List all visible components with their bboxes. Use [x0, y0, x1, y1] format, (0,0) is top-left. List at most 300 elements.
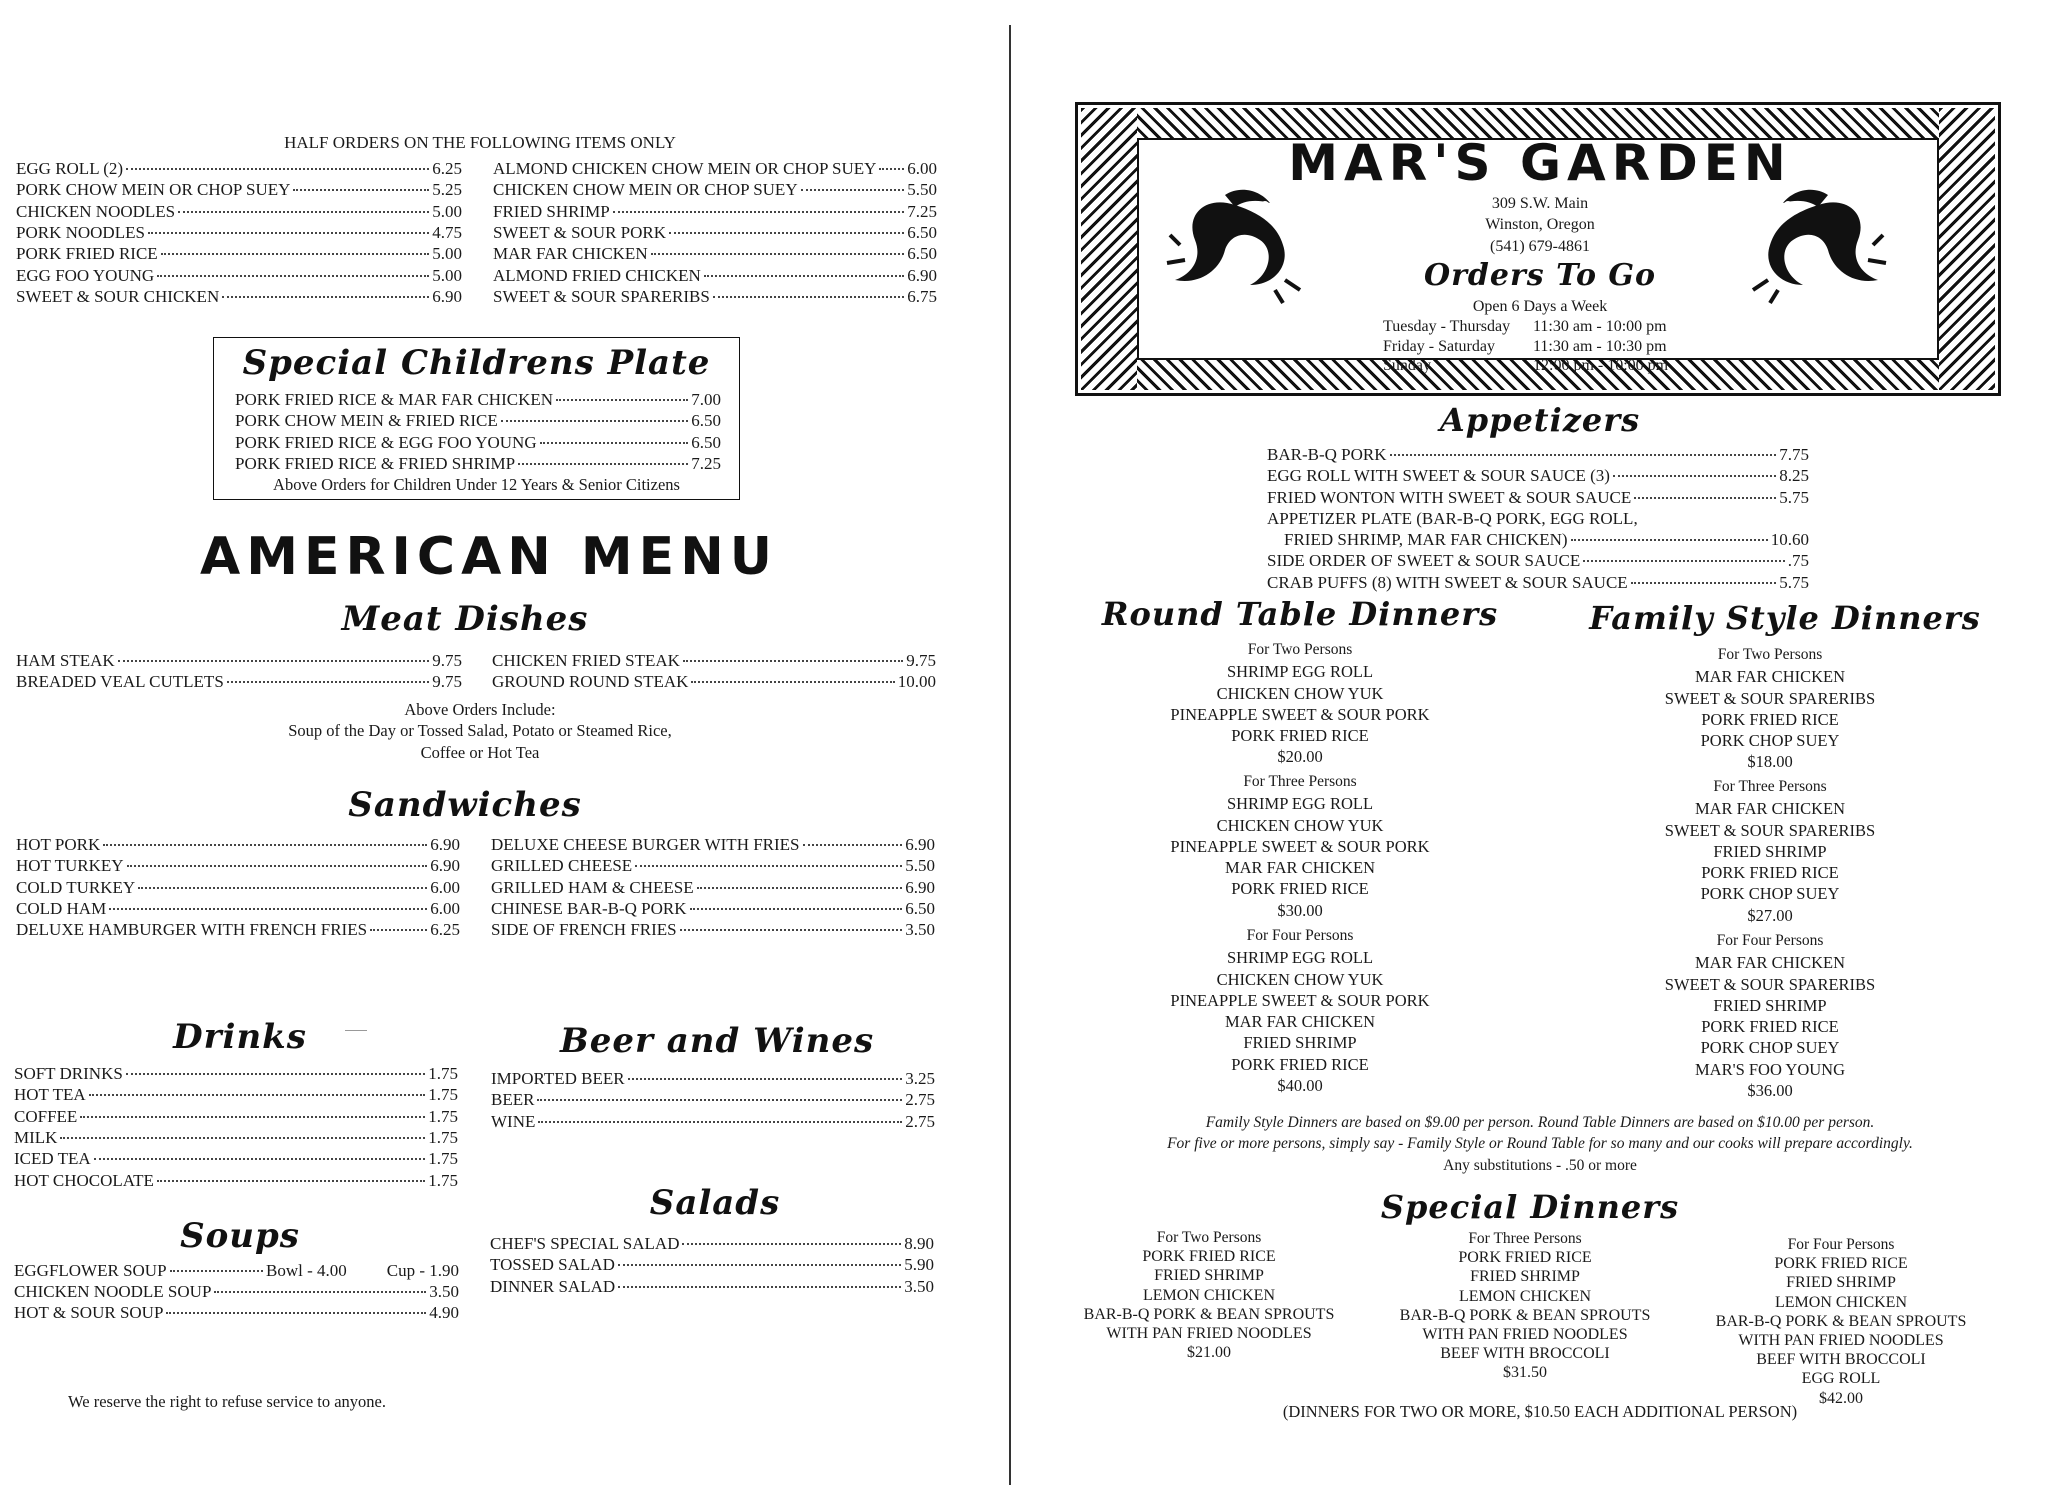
soups-title: Soups [180, 1216, 300, 1256]
hours-days: Tuesday - Thursday [1383, 318, 1511, 335]
item-name: DELUXE HAMBURGER WITH FRENCH FRIES [16, 920, 368, 940]
half-order-row [16, 222, 462, 243]
dinner-note-1: Family Style Dinners are based on $9.00 per person. Round Table Dinners are based on $10.00 per person. [1205, 1114, 1875, 1131]
special-dinner-item: BAR-B-Q PORK & BEAN SPROUTS [1715, 1312, 1967, 1330]
dinner-group-price: $27.00 [1747, 905, 1793, 925]
special-dinner-item: FRIED SHRIMP [1786, 1274, 1896, 1292]
item-price: 7.25 [907, 201, 937, 221]
appetizer-row-plate-line1 [1267, 508, 1809, 529]
dinner-group-price: $20.00 [1277, 747, 1323, 767]
address-block [1390, 195, 1690, 259]
item-price: 6.75 [907, 286, 937, 306]
appetizer-name: FRIED SHRIMP, MAR FAR CHICKEN) [1284, 530, 1568, 550]
sandwich-row [16, 877, 460, 898]
family-style-title: Family Style Dinners [1589, 599, 1981, 637]
item-name: PORK FRIED RICE & EGG FOO YOUNG [235, 432, 537, 452]
special-dinner-item: PORK FRIED RICE [1774, 1255, 1908, 1273]
item-name: HOT & SOUR SOUP [14, 1303, 164, 1323]
dinner-group-heading: For Four Persons [1246, 927, 1354, 944]
appetizer-price: 8.25 [1779, 466, 1809, 486]
dinner-group [1600, 646, 1940, 774]
soup-row-eggflower [14, 1260, 459, 1281]
dinner-item: PORK CHOP SUEY [1700, 884, 1840, 904]
item-name: SOFT DRINKS [14, 1064, 123, 1083]
dinner-item: SHRIMP EGG ROLL [1226, 794, 1374, 814]
sandwich-row [491, 855, 935, 876]
dot-leader [60, 1137, 425, 1139]
dot-leader [222, 296, 429, 298]
half-order-row [16, 286, 462, 307]
appetizer-row [1267, 550, 1809, 571]
item-name: GRILLED CHEESE [491, 856, 633, 876]
dinner-item: SWEET & SOUR SPARERIBS [1664, 974, 1876, 994]
item-name: SWEET & SOUR PORK [493, 222, 667, 242]
item-price: 9.75 [906, 651, 936, 670]
dinner-item: PORK FRIED RICE [1701, 863, 1839, 883]
sandwiches-title: Sandwiches [348, 785, 582, 825]
dot-leader [691, 681, 894, 683]
meat-dish-row [16, 671, 462, 692]
refuse-service-note: We reserve the right to refuse service to anyone. [68, 1392, 386, 1411]
sandwich-row [16, 919, 460, 940]
childrens-plate-row [235, 432, 721, 453]
item-name: ALMOND CHICKEN CHOW MEIN OR CHOP SUEY [493, 159, 877, 178]
special-dinner-price: $42.00 [1819, 1389, 1863, 1407]
salad-row [490, 1254, 934, 1275]
special-dinner-group [1365, 1229, 1685, 1383]
dot-leader [538, 1121, 902, 1123]
item-price: 5.50 [907, 180, 937, 200]
dot-leader [618, 1264, 901, 1266]
appetizers-list [1267, 444, 1809, 593]
sandwich-row [16, 834, 460, 855]
item-price: 3.50 [429, 1282, 459, 1301]
item-price: 1.75 [428, 1170, 458, 1190]
beer-wine-row [491, 1068, 935, 1089]
item-name: EGG FOO YOUNG [16, 265, 155, 285]
dinner-item: FRIED SHRIMP [1713, 841, 1827, 861]
item-name: HAM STEAK [16, 651, 115, 670]
salad-row [490, 1276, 934, 1297]
item-name: CHINESE BAR-B-Q PORK [491, 898, 687, 918]
sandwich-row [491, 919, 935, 940]
appetizer-name: APPETIZER PLATE (BAR-B-Q PORK, EGG ROLL, [1267, 508, 1638, 528]
item-price: 5.25 [432, 180, 462, 200]
dinner-item: MAR FAR CHICKEN [1224, 1012, 1376, 1032]
item-name: TOSSED SALAD [490, 1255, 615, 1275]
dot-leader [166, 1312, 426, 1314]
item-price: 6.50 [905, 898, 935, 918]
appetizer-row [1267, 444, 1809, 465]
item-price: 6.00 [430, 898, 460, 918]
item-name: PORK FRIED RICE [16, 244, 158, 264]
dot-leader [540, 442, 689, 444]
item-name: PORK FRIED RICE & FRIED SHRIMP [235, 453, 516, 473]
dinner-item: SWEET & SOUR SPARERIBS [1664, 820, 1876, 840]
half-order-row [16, 179, 462, 200]
dinner-group-heading: For Two Persons [1247, 641, 1353, 658]
appetizer-row [1267, 465, 1809, 486]
soup-cup-price: Cup - 1.90 [386, 1261, 459, 1280]
meat-dishes-note [230, 700, 730, 764]
meat-note-line-2: Soup of the Day or Tossed Salad, Potato or Steamed Rice, [288, 721, 672, 741]
dot-leader [148, 232, 429, 234]
special-dinner-item: FRIED SHRIMP [1470, 1268, 1580, 1286]
dot-leader [178, 211, 429, 213]
hours-row [1383, 338, 1667, 356]
item-name: CHICKEN CHOW MEIN OR CHOP SUEY [493, 180, 798, 200]
dot-leader [680, 929, 903, 931]
special-dinner-heading: For Two Persons [1156, 1229, 1262, 1246]
item-price: 6.25 [430, 920, 460, 940]
item-price: 6.50 [907, 244, 937, 264]
hours-time: 11:30 am - 10:30 pm [1533, 337, 1667, 355]
round-table-title: Round Table Dinners [1101, 595, 1499, 633]
dot-leader [157, 1180, 425, 1182]
salad-row [490, 1233, 934, 1254]
dinner-note-3: Any substitutions - .50 or more [1443, 1156, 1637, 1174]
dot-leader [127, 865, 428, 867]
childrens-plate-title: Special Childrens Plate [242, 343, 711, 383]
dinner-group-price: $18.00 [1747, 752, 1793, 772]
dot-leader [89, 1094, 426, 1096]
restaurant-name: MAR'S GARDEN [1288, 134, 1792, 192]
special-dinner-item: LEMON CHICKEN [1775, 1293, 1907, 1311]
item-name: PORK CHOW MEIN OR CHOP SUEY [16, 180, 291, 200]
item-name: PORK NOODLES [16, 222, 145, 242]
hours-row [1383, 318, 1667, 336]
dinner-group-heading: For Three Persons [1713, 778, 1827, 795]
dinner-notes [1080, 1114, 2000, 1178]
dot-leader [697, 887, 903, 889]
item-price: 5.00 [432, 201, 462, 221]
dragon-left-icon [1165, 185, 1305, 305]
dot-leader [214, 1291, 426, 1293]
item-price: 5.00 [432, 244, 462, 264]
appetizer-price: 10.60 [1770, 530, 1809, 550]
dinner-item: FRIED SHRIMP [1243, 1033, 1357, 1053]
item-name: HOT TURKEY [16, 856, 124, 876]
item-price: 6.90 [430, 856, 460, 876]
item-name: SWEET & SOUR SPARERIBS [493, 286, 710, 306]
item-price: 7.25 [691, 453, 721, 473]
special-dinner-item: LEMON CHICKEN [1143, 1286, 1275, 1304]
item-price: 6.90 [907, 265, 937, 285]
dinner-group-heading: For Three Persons [1243, 773, 1357, 790]
item-price: 2.75 [905, 1090, 935, 1110]
dinner-item: MAR FAR CHICKEN [1224, 858, 1376, 878]
dot-leader [635, 865, 902, 867]
dot-leader [103, 844, 427, 846]
item-price: 6.25 [432, 159, 462, 178]
item-price: 4.75 [432, 222, 462, 242]
dinner-item: MAR'S FOO YOUNG [1695, 1059, 1845, 1079]
special-dinner-item: PORK FRIED RICE [1142, 1248, 1276, 1266]
dot-leader [713, 296, 904, 298]
item-price: 1.75 [428, 1085, 458, 1105]
dot-leader [1613, 475, 1776, 477]
dinner-group-price: $30.00 [1277, 900, 1323, 920]
open-days: Open 6 Days a Week [1472, 298, 1608, 315]
item-name: HOT PORK [16, 835, 101, 854]
item-name: IMPORTED BEER [491, 1069, 625, 1088]
dot-leader [370, 929, 427, 931]
half-order-row [493, 265, 937, 286]
item-name: ALMOND FRIED CHICKEN [493, 265, 701, 285]
dinner-item: PORK FRIED RICE [1231, 879, 1369, 899]
half-order-row [493, 243, 937, 264]
item-name: SWEET & SOUR CHICKEN [16, 286, 220, 306]
drink-row [14, 1148, 458, 1169]
item-price: 1.75 [428, 1064, 458, 1083]
item-name: COFFEE [14, 1106, 78, 1126]
item-name: DINNER SALAD [490, 1276, 616, 1296]
item-name: BEER [491, 1090, 535, 1110]
drink-row [14, 1106, 458, 1127]
special-dinner-item: BEEF WITH BROCCOLI [1440, 1345, 1610, 1363]
hours-days: Sunday [1383, 357, 1431, 374]
special-dinner-item: EGG ROLL [1801, 1370, 1881, 1388]
appetizers-title: Appetizers [1439, 401, 1641, 439]
hours-days: Friday - Saturday [1383, 337, 1495, 355]
hours-time: 11:30 am - 10:00 pm [1533, 318, 1667, 335]
item-name: MILK [14, 1127, 58, 1147]
drinks-title: Drinks [173, 1017, 307, 1057]
dinner-group-heading: For Four Persons [1716, 932, 1824, 949]
soup-bowl-price: Bowl - 4.00 [266, 1261, 347, 1280]
special-dinner-item: FRIED SHRIMP [1154, 1267, 1264, 1285]
address-street: 309 S.W. Main [1491, 195, 1589, 212]
dinner-group [1130, 641, 1470, 769]
dot-leader [1583, 560, 1784, 562]
appetizer-name: FRIED WONTON WITH SWEET & SOUR SAUCE [1267, 487, 1632, 507]
appetizer-row [1267, 572, 1809, 593]
dinner-item: PINEAPPLE SWEET & SOUR PORK [1170, 836, 1430, 856]
dot-leader [879, 168, 904, 170]
item-name: GROUND ROUND STEAK [492, 672, 689, 692]
item-name: MAR FAR CHICKEN [493, 244, 648, 264]
address-city: Winston, Oregon [1485, 216, 1595, 234]
dinner-item: MAR FAR CHICKEN [1694, 799, 1846, 819]
soup-name: EGGFLOWER SOUP [14, 1261, 167, 1280]
special-dinner-item: PORK FRIED RICE [1458, 1249, 1592, 1267]
item-name: SIDE OF FRENCH FRIES [491, 920, 677, 940]
item-name: BREADED VEAL CUTLETS [16, 672, 224, 692]
dinner-item: CHICKEN CHOW YUK [1216, 969, 1384, 989]
item-name: CHICKEN NOODLE SOUP [14, 1282, 212, 1301]
meat-note-line-1: Above Orders Include: [404, 700, 556, 719]
dot-leader [94, 1158, 426, 1160]
childrens-plate-row [235, 453, 721, 474]
appetizer-price: 7.75 [1779, 445, 1809, 464]
drink-row [14, 1084, 458, 1105]
item-price: 1.75 [428, 1127, 458, 1147]
sandwich-row [491, 877, 935, 898]
item-price: 4.90 [429, 1303, 459, 1323]
meat-dishes-title: Meat Dishes [341, 599, 589, 639]
item-price: 5.90 [904, 1255, 934, 1275]
item-price: 7.00 [691, 390, 721, 409]
dinner-item: PORK CHOP SUEY [1700, 1038, 1840, 1058]
dinner-item: CHICKEN CHOW YUK [1216, 683, 1384, 703]
special-dinner-group [1049, 1228, 1369, 1362]
dot-leader [518, 463, 688, 465]
dinner-item: SHRIMP EGG ROLL [1226, 662, 1374, 682]
dot-leader [170, 1270, 263, 1272]
dinner-group-heading: For Two Persons [1717, 646, 1823, 663]
dot-leader [157, 275, 429, 277]
item-price: 6.50 [691, 411, 721, 431]
dot-leader [556, 399, 688, 401]
half-order-row [493, 201, 937, 222]
item-name: COLD TURKEY [16, 877, 136, 897]
dot-leader [628, 1078, 903, 1080]
sandwich-row [491, 834, 935, 855]
special-dinner-item: BAR-B-Q PORK & BEAN SPROUTS [1399, 1306, 1651, 1324]
drink-row [14, 1127, 458, 1148]
meat-dish-row [492, 650, 936, 671]
dinner-group [1600, 932, 1940, 1102]
dragon-right-icon [1748, 185, 1888, 305]
special-dinner-heading: For Four Persons [1787, 1236, 1895, 1253]
item-price: 3.50 [905, 920, 935, 940]
meat-dish-row [492, 671, 936, 692]
item-price: 6.90 [430, 835, 460, 854]
item-name: ICED TEA [14, 1149, 91, 1169]
additional-person-note: (DINNERS FOR TWO OR MORE, $10.50 EACH ADDITIONAL PERSON) [1282, 1402, 1798, 1421]
item-name: WINE [491, 1111, 536, 1131]
dot-leader [801, 189, 905, 191]
childrens-plate-row [235, 410, 721, 431]
sandwich-row [16, 898, 460, 919]
appetizer-price: 5.75 [1779, 487, 1809, 507]
item-price: 9.75 [432, 651, 462, 670]
header-border-left [1081, 108, 1137, 390]
beer-wine-row [491, 1089, 935, 1110]
half-order-row [493, 179, 937, 200]
dinner-group [1130, 927, 1470, 1097]
dot-leader [690, 908, 903, 910]
dinner-item: CHICKEN CHOW YUK [1216, 815, 1384, 835]
drink-row [14, 1170, 458, 1191]
half-order-row [493, 286, 937, 307]
beer-wine-row [491, 1111, 935, 1132]
appetizer-price: .75 [1787, 551, 1809, 571]
dot-leader [669, 232, 904, 234]
dinner-item: PINEAPPLE SWEET & SOUR PORK [1170, 990, 1430, 1010]
dot-leader [126, 168, 429, 170]
item-price: 6.00 [430, 877, 460, 897]
meat-dish-row [16, 650, 462, 671]
stray-mark [345, 1030, 367, 1031]
dot-leader [704, 275, 904, 277]
dot-leader [138, 887, 427, 889]
half-order-row [16, 201, 462, 222]
salads-title: Salads [649, 1183, 781, 1223]
dinner-item: MAR FAR CHICKEN [1694, 667, 1846, 687]
appetizer-price: 5.75 [1779, 572, 1809, 592]
special-dinner-item: WITH PAN FRIED NOODLES [1106, 1325, 1312, 1343]
beer-wines-title: Beer and Wines [560, 1021, 875, 1061]
item-price: 1.75 [428, 1149, 458, 1169]
special-dinner-group [1681, 1235, 2001, 1408]
soup-row [14, 1281, 459, 1302]
special-dinner-item: LEMON CHICKEN [1459, 1287, 1591, 1305]
dinner-item: MAR FAR CHICKEN [1694, 953, 1846, 973]
item-name: CHICKEN FRIED STEAK [492, 651, 680, 670]
childrens-plate-row [235, 389, 721, 410]
dot-leader [293, 189, 429, 191]
half-order-row [16, 158, 462, 179]
item-name: EGG ROLL (2) [16, 159, 124, 178]
appetizer-name: CRAB PUFFS (8) WITH SWEET & SOUR SAUCE [1267, 572, 1628, 592]
meat-note-line-3: Coffee or Hot Tea [420, 742, 540, 762]
dinner-item: PORK FRIED RICE [1231, 726, 1369, 746]
dot-leader [118, 660, 430, 662]
hours-time: 12:00 pm - 10:00 pm [1533, 357, 1669, 374]
dinner-item: FRIED SHRIMP [1713, 995, 1827, 1015]
item-price: 10.00 [897, 672, 936, 692]
item-name: CHEF'S SPECIAL SALAD [490, 1234, 680, 1253]
item-price: 6.50 [907, 222, 937, 242]
orders-to-go: Orders To Go [1423, 258, 1657, 293]
item-name: HOT TEA [14, 1085, 86, 1105]
item-name: PORK FRIED RICE & MAR FAR CHICKEN [235, 390, 554, 409]
item-name: COLD HAM [16, 898, 107, 918]
item-price: 6.50 [691, 432, 721, 452]
dot-leader [161, 253, 430, 255]
drink-row [14, 1063, 458, 1084]
hours-row [1383, 357, 1668, 375]
sandwich-row [491, 898, 935, 919]
sandwich-row [16, 855, 460, 876]
dinner-item: PORK FRIED RICE [1701, 1017, 1839, 1037]
childrens-plate-note: Above Orders for Children Under 12 Years & Senior Citizens [273, 475, 680, 494]
item-name: PORK CHOW MEIN & FRIED RICE [235, 411, 498, 431]
dinner-note-2: For five or more persons, simply say - Family Style or Round Table for so many and our cooks will prepare accordingly. [1167, 1135, 1913, 1153]
appetizer-row [1267, 487, 1809, 508]
item-name: CHICKEN NOODLES [16, 201, 176, 221]
item-name: GRILLED HAM & CHEESE [491, 877, 694, 897]
item-price: 6.90 [905, 877, 935, 897]
special-dinner-item: WITH PAN FRIED NOODLES [1422, 1326, 1628, 1344]
dinner-group-price: $40.00 [1277, 1076, 1323, 1096]
item-price: 3.50 [904, 1276, 934, 1296]
appetizer-name: SIDE ORDER OF SWEET & SOUR SAUCE [1267, 551, 1581, 571]
special-dinners-title: Special Dinners [1380, 1188, 1680, 1226]
item-price: 1.75 [428, 1106, 458, 1126]
half-order-row [493, 158, 937, 179]
dinner-item: SHRIMP EGG ROLL [1226, 948, 1374, 968]
appetizer-name: BAR-B-Q PORK [1267, 445, 1387, 464]
dot-leader [1631, 582, 1777, 584]
dinner-item: PINEAPPLE SWEET & SOUR PORK [1170, 704, 1430, 724]
header-border-right [1939, 108, 1995, 390]
item-price: 5.00 [432, 265, 462, 285]
dinner-group [1600, 778, 1940, 927]
item-price: 2.75 [905, 1111, 935, 1131]
dinner-item: SWEET & SOUR SPARERIBS [1664, 688, 1876, 708]
dot-leader [1634, 497, 1776, 499]
special-dinner-price: $31.50 [1503, 1364, 1547, 1382]
dot-leader [683, 660, 903, 662]
special-dinner-heading: For Three Persons [1468, 1230, 1582, 1247]
dot-leader [501, 420, 689, 422]
dot-leader [537, 1099, 902, 1101]
dot-leader [80, 1116, 425, 1118]
special-dinner-item: BAR-B-Q PORK & BEAN SPROUTS [1083, 1305, 1335, 1323]
half-orders-heading: HALF ORDERS ON THE FOLLOWING ITEMS ONLY [284, 133, 676, 152]
